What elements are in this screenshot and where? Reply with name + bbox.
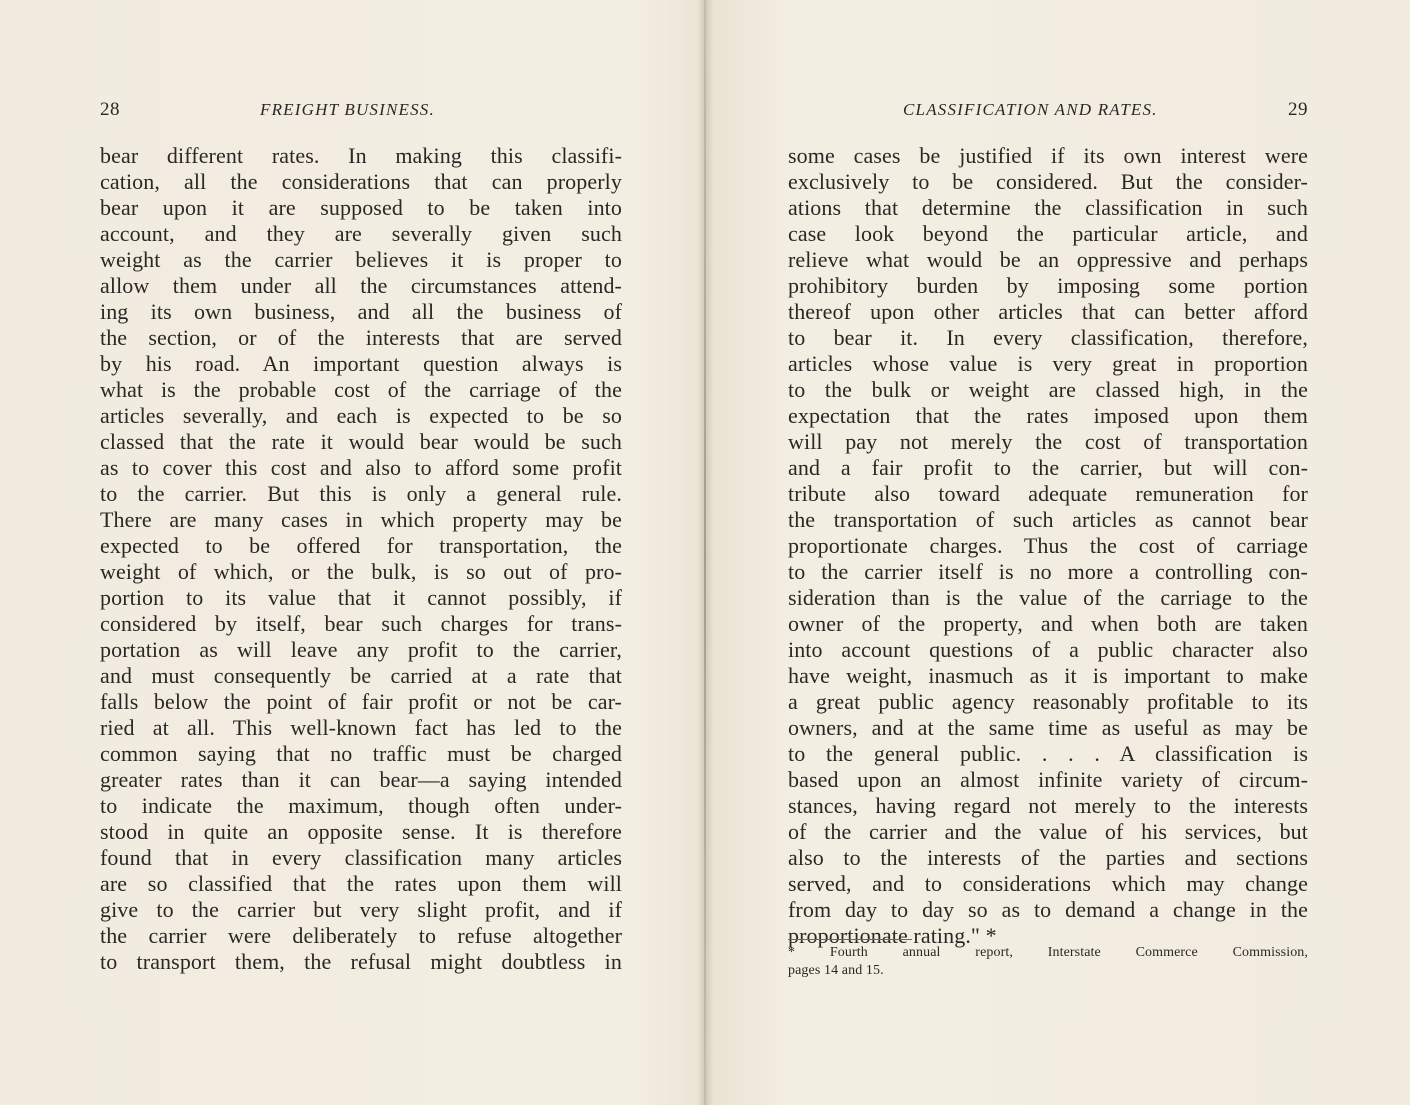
left-text-line: falls below the point of fair profit or not be car- bbox=[100, 689, 622, 714]
left-text-line: give to the carrier but very slight profit, and if bbox=[100, 897, 622, 922]
left-text-line: found that in every classification many articles bbox=[100, 845, 622, 870]
right-text-line: a great public agency reasonably profitable to its bbox=[788, 689, 1308, 714]
left-text-line: to indicate the maximum, though often under- bbox=[100, 793, 622, 818]
left-text-line: articles severally, and each is expected to be so bbox=[100, 403, 622, 428]
right-page bbox=[706, 0, 1410, 1105]
right-text-line: stances, having regard not merely to the interests bbox=[788, 793, 1308, 818]
right-text-line: articles whose value is very great in proportion bbox=[788, 351, 1308, 376]
left-running-title: FREIGHT BUSINESS. bbox=[260, 100, 435, 119]
right-text-line: ations that determine the classification in such bbox=[788, 195, 1308, 220]
left-text-line: the carrier were deliberately to refuse altogether bbox=[100, 923, 622, 948]
left-text-line: to the carrier. But this is only a general rule. bbox=[100, 481, 622, 506]
footnote-line: pages 14 and 15. bbox=[788, 963, 884, 978]
right-text-line: also to the interests of the parties and sections bbox=[788, 845, 1308, 870]
right-text-line: relieve what would be an oppressive and perhaps bbox=[788, 247, 1308, 272]
right-page-header bbox=[903, 96, 1308, 124]
right-text-line: will pay not merely the cost of transportation bbox=[788, 429, 1308, 454]
right-text-line: owners, and at the same time as useful as may be bbox=[788, 715, 1308, 740]
left-text-line: greater rates than it can bear—a saying intended bbox=[100, 767, 622, 792]
left-text-line: ried at all. This well-known fact has led to the bbox=[100, 715, 622, 740]
left-text-line: considered by itself, bear such charges for trans- bbox=[100, 611, 622, 636]
right-text-line: to bear it. In every classification, therefore, bbox=[788, 325, 1308, 350]
left-text-line: classed that the rate it would bear would be such bbox=[100, 429, 622, 454]
left-text-line: bear different rates. In making this classifi- bbox=[100, 143, 622, 168]
left-text-line: by his road. An important question always is bbox=[100, 351, 622, 376]
left-text-line: portation as will leave any profit to the carrier, bbox=[100, 637, 622, 662]
right-text-line: the transportation of such articles as cannot bear bbox=[788, 507, 1308, 532]
left-text-line: weight as the carrier believes it is proper to bbox=[100, 247, 622, 272]
left-text-line: portion to its value that it cannot possibly, if bbox=[100, 585, 622, 610]
right-text-line: case look beyond the particular article, and bbox=[788, 221, 1308, 246]
right-text-line: to the general public. . . . A classification is bbox=[788, 741, 1308, 766]
left-text-line: There are many cases in which property may be bbox=[100, 507, 622, 532]
left-page-number: 28 bbox=[100, 99, 120, 120]
left-text-line: are so classified that the rates upon them will bbox=[100, 871, 622, 896]
right-text-line: into account questions of a public character also bbox=[788, 637, 1308, 662]
right-page-text bbox=[788, 143, 1308, 949]
left-text-line: cation, all the considerations that can properly bbox=[100, 169, 622, 194]
left-text-line: stood in quite an opposite sense. It is therefore bbox=[100, 819, 622, 844]
right-text-line: have weight, inasmuch as it is important to make bbox=[788, 663, 1308, 688]
right-text-line: owner of the property, and when both are taken bbox=[788, 611, 1308, 636]
footnote-line: * Fourth annual report, Interstate Commerce Commission, bbox=[788, 945, 1308, 960]
right-text-line: proportionate charges. Thus the cost of carriage bbox=[788, 533, 1308, 558]
right-text-line: of the carrier and the value of his services, but bbox=[788, 819, 1308, 844]
left-text-line: common saying that no traffic must be charged bbox=[100, 741, 622, 766]
left-text-line: as to cover this cost and also to afford some profit bbox=[100, 455, 622, 480]
left-text-line: what is the probable cost of the carriage of the bbox=[100, 377, 622, 402]
footnote bbox=[788, 944, 1308, 980]
left-page-text bbox=[100, 143, 622, 975]
right-text-line: to the bulk or weight are classed high, in the bbox=[788, 377, 1308, 402]
left-text-line: weight of which, or the bulk, is so out of pro- bbox=[100, 559, 622, 584]
left-text-line: to transport them, the refusal might doubtless in bbox=[100, 949, 622, 974]
right-page-number: 29 bbox=[1288, 99, 1308, 120]
left-text-line: the section, or of the interests that are served bbox=[100, 325, 622, 350]
right-text-line: thereof upon other articles that can better afford bbox=[788, 299, 1308, 324]
right-text-line: proportionate rating." * bbox=[788, 923, 997, 948]
right-text-line: from day to day so as to demand a change in the bbox=[788, 897, 1308, 922]
right-text-line: to the carrier itself is no more a controlling con- bbox=[788, 559, 1308, 584]
left-text-line: expected to be offered for transportation, the bbox=[100, 533, 622, 558]
right-text-line: and a fair profit to the carrier, but will con- bbox=[788, 455, 1308, 480]
right-text-line: based upon an almost infinite variety of circum- bbox=[788, 767, 1308, 792]
right-text-line: exclusively to be considered. But the consider- bbox=[788, 169, 1308, 194]
right-text-line: prohibitory burden by imposing some portion bbox=[788, 273, 1308, 298]
left-page-header bbox=[100, 96, 622, 124]
right-text-line: some cases be justified if its own interest were bbox=[788, 143, 1308, 168]
right-running-title: CLASSIFICATION AND RATES. bbox=[903, 100, 1158, 119]
left-text-line: allow them under all the circumstances attend- bbox=[100, 273, 622, 298]
left-text-line: account, and they are severally given such bbox=[100, 221, 622, 246]
right-text-line: tribute also toward adequate remuneration for bbox=[788, 481, 1308, 506]
left-text-line: ing its own business, and all the business of bbox=[100, 299, 622, 324]
left-text-line: bear upon it are supposed to be taken into bbox=[100, 195, 622, 220]
left-text-line: and must consequently be carried at a rate that bbox=[100, 663, 622, 688]
footnote-rule bbox=[788, 939, 912, 940]
right-text-line: served, and to considerations which may change bbox=[788, 871, 1308, 896]
right-text-line: expectation that the rates imposed upon them bbox=[788, 403, 1308, 428]
right-text-line: sideration than is the value of the carriage to the bbox=[788, 585, 1308, 610]
